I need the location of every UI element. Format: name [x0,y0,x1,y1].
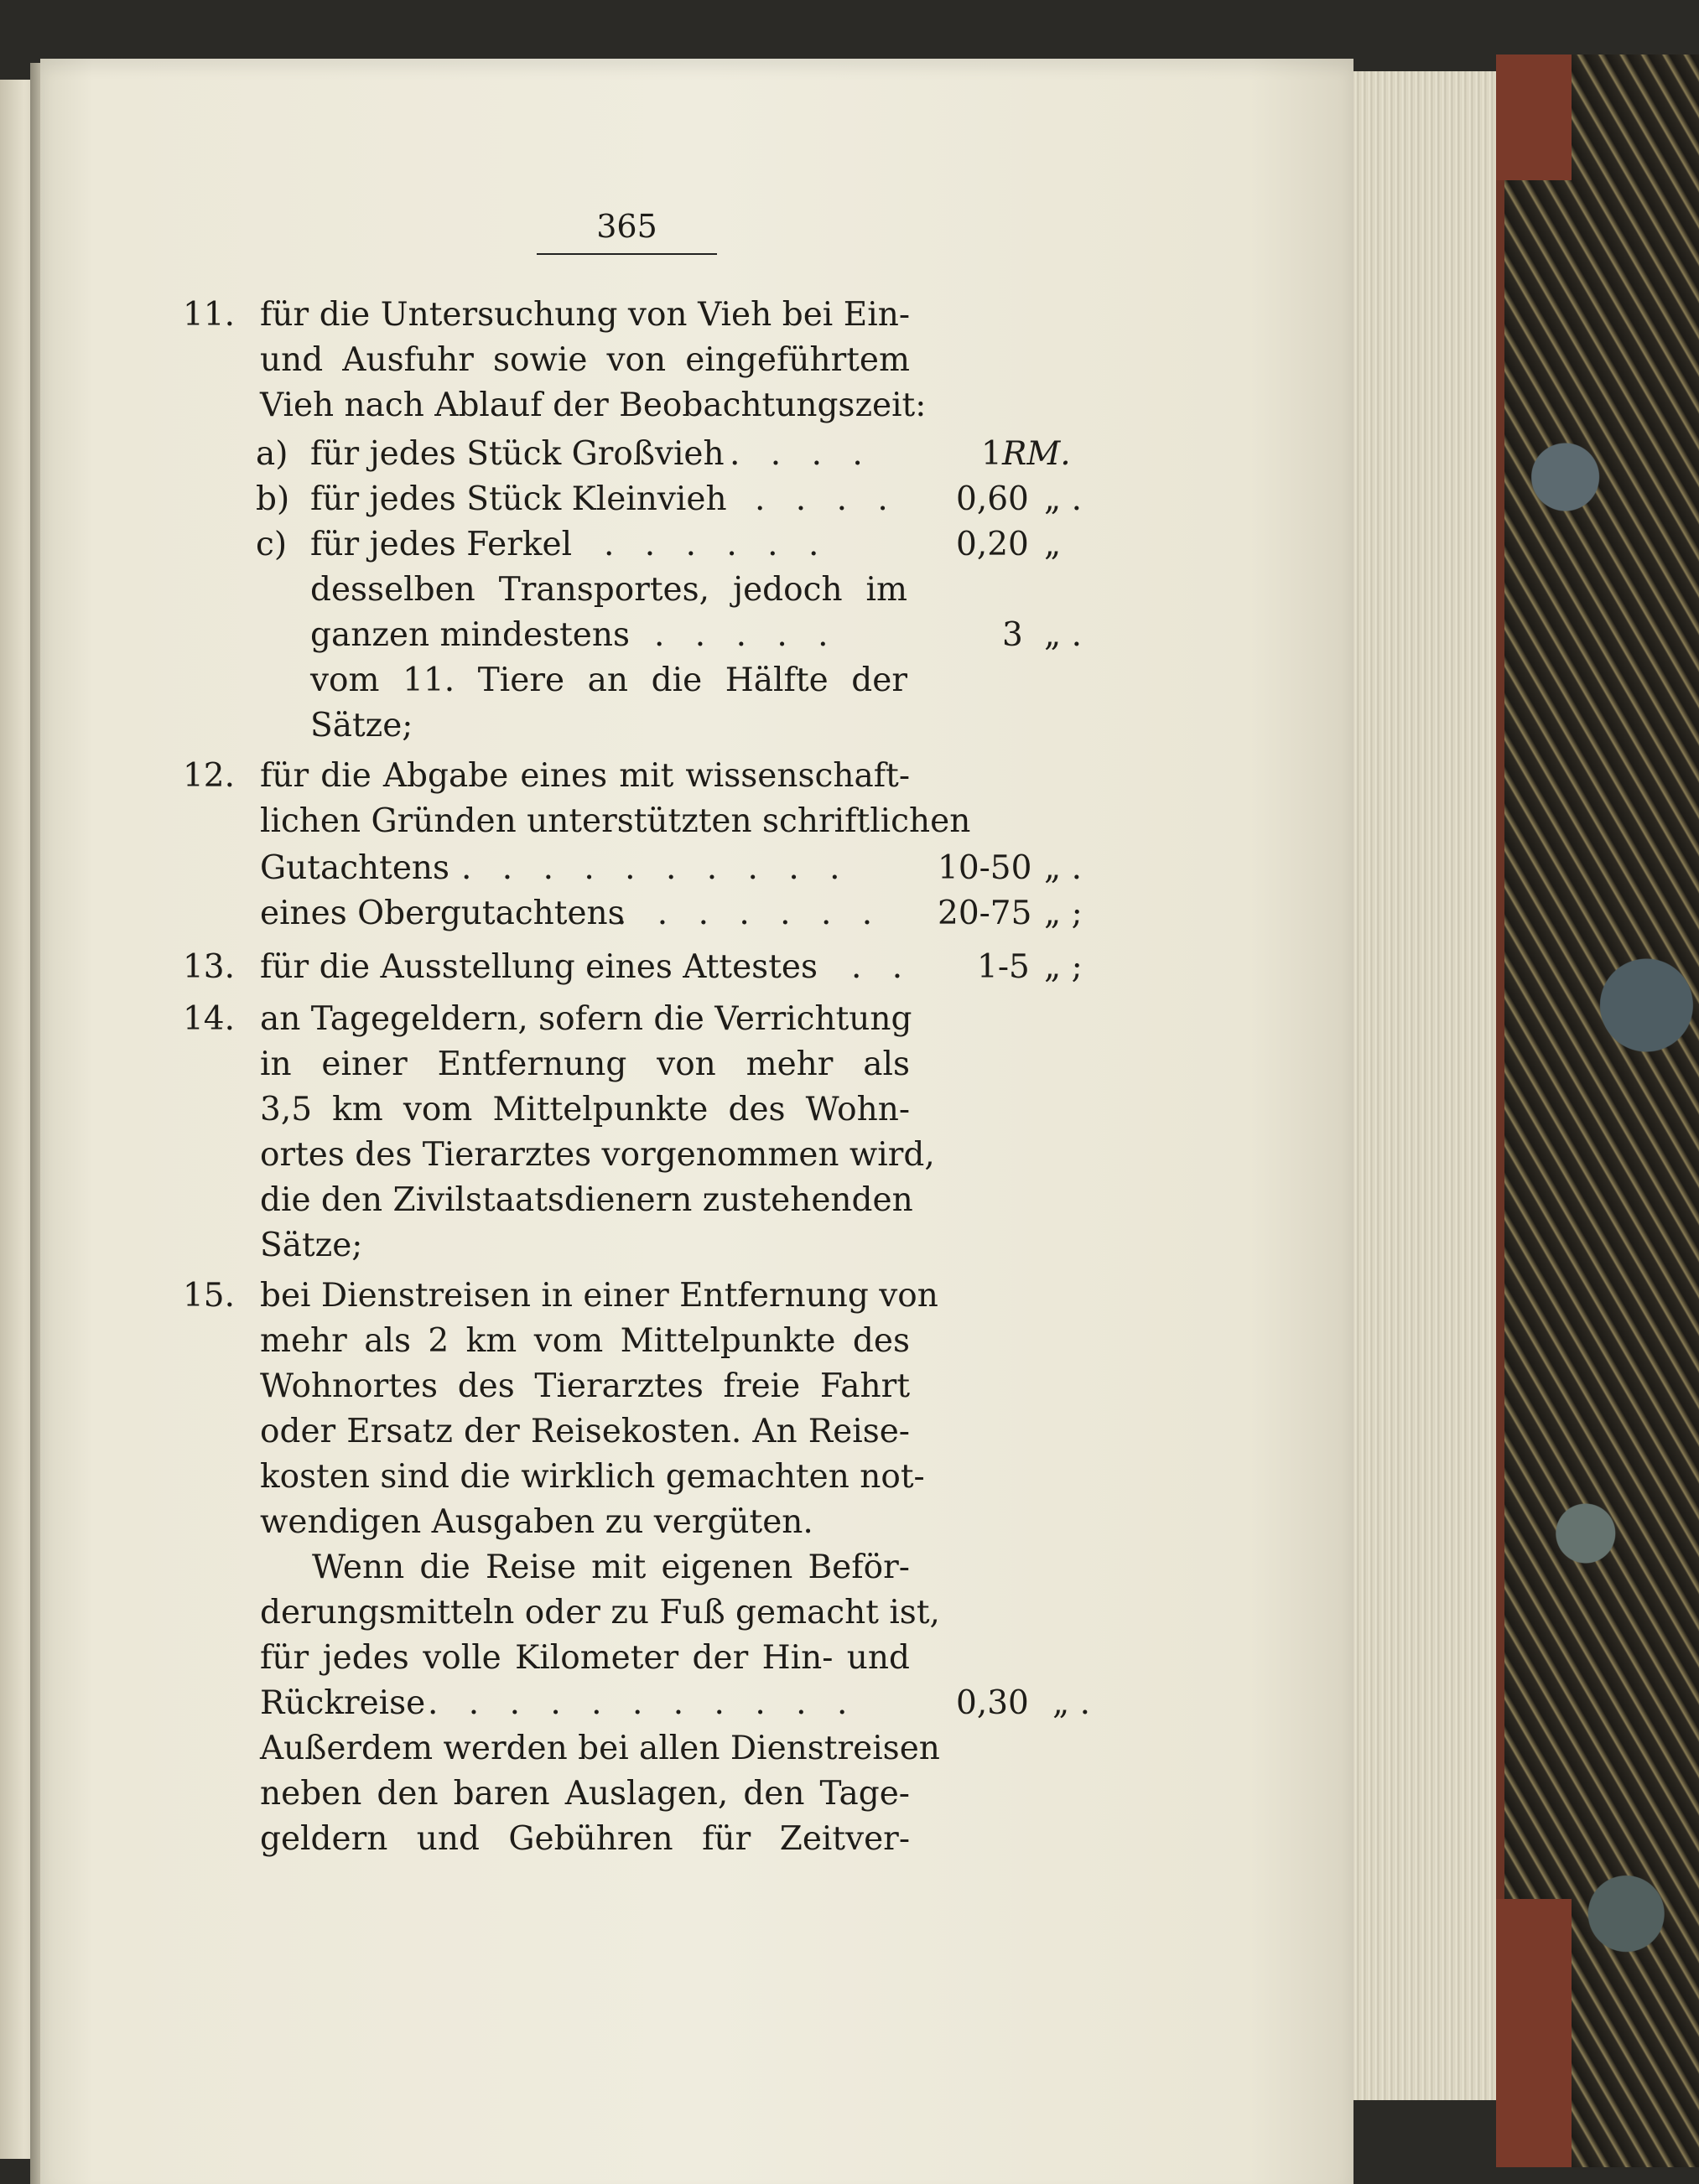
fee-unit: „ . [1044,849,1082,887]
item-line: die den Zivilstaatsdienern zustehenden [260,1181,913,1219]
sub-text: für jedes Ferkel [310,526,573,563]
item-line: Sätze; [260,1227,363,1264]
fee-amount: 3 [1002,616,1023,654]
item-line: für die Abgabe eines mit wissenschaft- [260,757,910,795]
leader-dots: . . . . . . [604,526,829,563]
item-number: 14. [182,1000,235,1038]
item-line: und Ausfuhr sowie von eingeführtem [260,341,910,379]
marbled-cover [1496,54,1699,2167]
leader-dots: . . . . . [654,616,839,654]
fee-amount: 10-50 [938,849,1032,887]
paragraph-line: neben den baren Auslagen, den Tage- [260,1775,910,1813]
leader-dots: . . . . . . . . . . . [428,1684,858,1722]
item-line: bei Dienstreisen in einer Entfernung von [260,1277,938,1315]
item-line: an Tagegeldern, sofern die Verrichtung [260,1000,912,1038]
sub-label: c) [256,526,288,563]
item-number: 11. [182,296,235,334]
page-block-edges [1353,71,1498,2100]
paragraph-line: Rückreise [260,1684,426,1722]
fee-amount: 1-5 [977,948,1030,986]
paragraph-line: Wenn die Reise mit eigenen Beför- [312,1549,910,1586]
paragraph-line: derungsmitteln oder zu Fuß gemacht ist, [260,1594,940,1632]
sub-line: Sätze; [310,707,413,744]
item-line: eines Obergutachtens [260,895,625,932]
item-line: 3,5 km vom Mittelpunkte des Wohn- [260,1091,910,1128]
item-number: 13. [182,948,235,986]
item-line: Gutachtens [260,849,450,887]
item-line: in einer Entfernung von mehr als [260,1045,910,1083]
item-number: 15. [182,1277,235,1315]
fee-amount: 20-75 [938,895,1032,932]
paragraph-line: Außerdem werden bei allen Dienstreisen [260,1730,940,1767]
sub-line: desselben Transportes, jedoch im [310,571,907,609]
sub-text: für jedes Stück Großvieh [310,435,725,473]
fee-amount: 0,60 [956,480,1029,518]
leader-dots: . . . . . . . [616,895,883,932]
leader-dots: . . . . [730,435,873,473]
item-line: Wohnortes des Tierarztes freie Fahrt [260,1367,910,1405]
sub-line: vom 11. Tiere an die Hälfte der [310,661,907,699]
item-line: mehr als 2 km vom Mittelpunkte des [260,1322,910,1360]
item-number: 12. [182,757,235,795]
item-line: für die Untersuchung von Vieh bei Ein- [260,296,910,334]
fee-unit: RM. [1002,435,1071,473]
fee-unit: „ . [1052,1684,1090,1722]
fee-unit: „ . [1044,480,1082,518]
item-line: kosten sind die wirklich gemachten not- [260,1458,925,1496]
item-line: wendigen Ausgaben zu vergüten. [260,1503,813,1541]
fee-unit: „ . [1044,616,1082,654]
paragraph-line: für jedes volle Kilometer der Hin- und [260,1639,910,1677]
fee-amount: 0,30 [956,1684,1029,1722]
sub-text: für jedes Stück Kleinvieh [310,480,727,518]
item-line: lichen Gründen unterstützten schriftlichen [260,802,971,840]
fee-unit: „ ; [1044,948,1083,986]
sub-label: b) [256,480,290,518]
fee-amount: 1 [981,435,1002,473]
leader-dots: . . [851,948,913,986]
leader-dots: . . . . [755,480,898,518]
fee-unit: „ [1044,526,1062,563]
item-line: oder Ersatz der Reisekosten. An Reise- [260,1413,910,1450]
paragraph-line: geldern und Gebühren für Zeitver- [260,1820,910,1858]
fee-amount: 0,20 [956,526,1029,563]
sub-line: ganzen mindestens [310,616,630,654]
item-line: für die Ausstellung eines Attestes [260,948,818,986]
sub-label: a) [256,435,288,473]
leader-dots: . . . . . . . . . . [461,849,850,887]
item-line: ortes des Tierarztes vorgenommen wird, [260,1136,935,1174]
page-number: 365 [537,208,717,255]
fee-unit: „ ; [1044,895,1083,932]
item-line: Vieh nach Ablauf der Beobachtungszeit: [260,386,927,424]
